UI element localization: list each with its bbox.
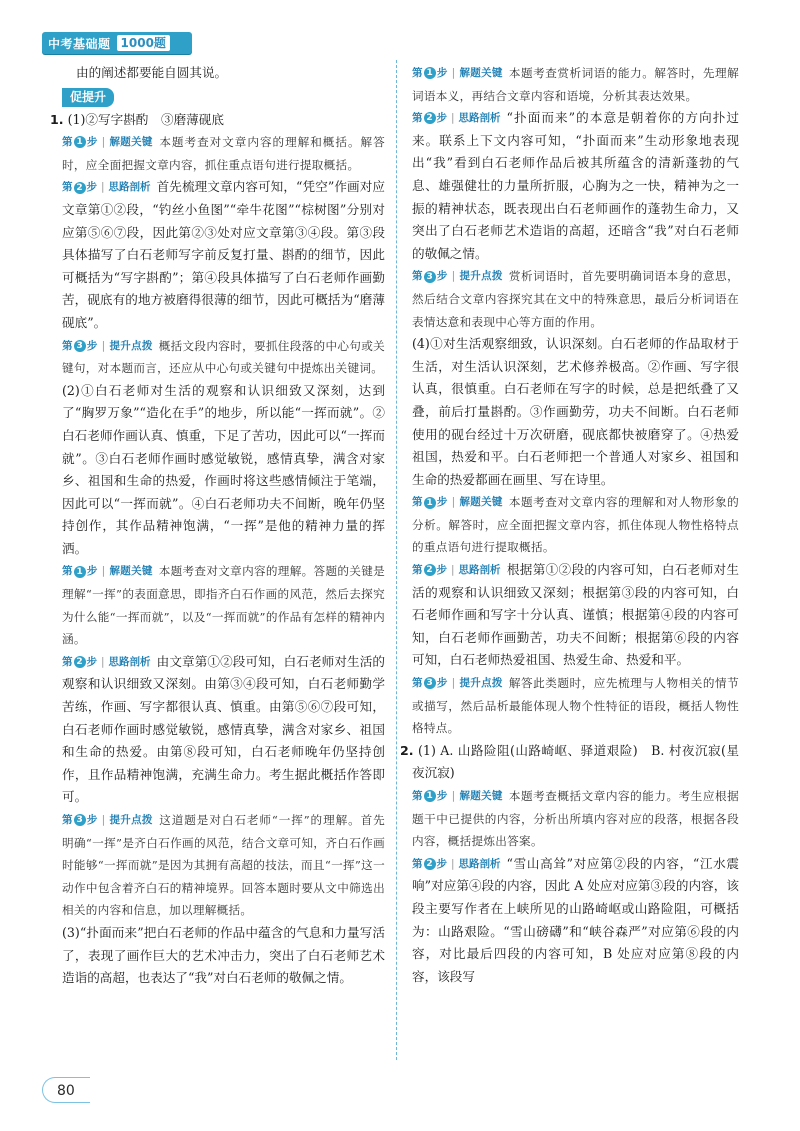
step-block [62,809,385,922]
step-label: 第 1 步 | 解题关键 [412,790,503,802]
step-label: 第 2 步 | 思路剖析 [412,112,501,125]
step-block [412,107,739,265]
step-text: “扑面而来”的本意是朝着你的方向扑过来。联系上下文内容可知，“扑面而来”生动形象地表现出“我”看到白石老师作品后被其所蕴含的清新蓬勃的气息、雄强健壮的力量所折服，心胸为之一快，精神为之一振的精神状态，既表现出白石老师画作的蓬勃生命力，又突出了白石老师艺术造诣的高超，还暗含“我”对白石老师的敬佩之情。 [412,110,739,261]
step-text: 由文章第①②段可知，白石老师对生活的观察和认识细致又深刻。由第③④段可知，白石老师勤学苦练，作画、写字都很认真、慎重。由第⑤⑥⑦段可知，白石老师作画时感觉敏锐，感情真挚，满含对家乡、祖国和生命的热爱。由第⑧段可知，白石老师晚年仍坚持创作，且作品精神饱满，充满生命力。考生据此概括作答即可。 [62,653,385,805]
step-label: 第 2 步 | 思路剖析 [62,181,151,194]
step-block [412,785,739,853]
step-label: 第 3 步 | 提升点拨 [412,270,503,283]
step-block [62,131,385,176]
step-label: 第 2 步 | 思路剖析 [62,655,151,668]
book-title: 中考基础题 [48,36,111,51]
step-text: 根据第①②段的内容可知，白石老师对生活的观察和认识细致又深刻；根据第③段的内容可知，白石老师作画和写字十分认真、谨慎；根据第④段的内容可知，白石老师作画勤苦，功夫不间断；根据第⑥段的内容可知，白石老师热爱祖国、热爱生命、热爱和平。 [412,562,739,668]
step-block [412,62,739,107]
step-label: 第 1 步 | 解题关键 [412,67,503,79]
column-divider [396,60,397,1060]
step-label: 第 3 步 | 提升点拨 [412,677,503,690]
step-text: 本题考查对文章内容的理解和对人物形象的分析。解答时，应全面把握文章内容，抓住体现人物性格特点的重点语句进行提取概括。 [412,495,739,555]
step-text: 本题考查对文章内容的理解和概括。解答时，应全面把握文章内容，抓住重点语句进行提取概括。 [62,135,385,172]
book-title-badge [42,32,192,54]
step-label: 第 3 步 | 提升点拨 [62,339,153,352]
step-text: “雪山高耸”对应第②段的内容，“江水震响”对应第④段的内容，因此 A 处应对应第③段的内容，该段主要写作者在上峡所见的山路崎岖或山路险阻，可概括为：山路艰险。“雪山磅礴”和“峡谷森严”对应第⑥段的内容，对比最后四段的内容可知，B 处应对应第⑧段的内容，该段写 [412,855,739,984]
step-text: 解答此类题时，应先梳理与人物相关的情节或描写，然后品析最能体现人物个性特征的语段，概括人物性格特点。 [412,676,739,736]
page-number: 80 [42,1077,90,1103]
step-label: 第 2 步 | 思路剖析 [412,857,501,870]
step-block [412,672,739,740]
section-heading: 促提升 [62,88,114,107]
step-label: 第 1 步 | 解题关键 [62,565,153,578]
intro-text: 由的阐述都要能自圆其说。 [76,65,228,80]
step-block [62,176,385,334]
step-text: 本题考查概括文章内容的能力。考生应根据题干中已提供的内容，分析出所填内容对应的段落，根据各段内容，概括提炼出答案。 [412,789,739,849]
right-column [400,62,739,988]
step-block [412,491,739,559]
answer-text: (1) A. 山路险阻(山路崎岖、驿道艰险) B. 村夜沉寂(星夜沉寂) [412,742,739,781]
step-block [62,560,385,650]
q1-part4: (4)①对生活观察细致，认识深刻。白石老师的作品取材于生活，对生活认识深刻，艺术修养极高。②作画、写字很认真，很慎重。白石老师在写字的时候，总是把纸叠了又叠，前后打量斟酌。③作画勤劳，功夫不间断。白石老师使用的砚台经过十万次研磨，砚底都快被磨穿了。④热爱祖国，热爱和平。白石老师把一个普通人对家乡、祖国和生命的热爱都画在画里、写在诗里。 [412,336,739,487]
step-text: 这道题是对白石老师“一挥”的理解。首先明确“一挥”是齐白石作画的风范，结合文章可知，齐白石作画时能够“一挥而就”是因为其拥有高超的技法，而且“一挥”这一动作中包含着齐白石的精神境界。回答本题时要从文中筛选出相关的内容和信息，加以理解概括。 [62,813,385,918]
step-block [412,853,739,989]
q2-part1 [400,740,739,785]
step-label: 第 3 步 | 提升点拨 [62,814,153,826]
step-block [62,651,385,809]
step-label: 第 1 步 | 解题关键 [412,496,503,509]
step-text: 赏析词语时，首先要明确词语本身的意思，然后结合文章内容探究其在文中的特殊意思，最后分析词语在表情达意和表现中心等方面的作用。 [412,269,739,329]
step-label: 第 1 步 | 解题关键 [62,136,153,149]
step-block [412,265,739,333]
step-block [62,335,385,380]
book-count: 1000题 [117,35,170,51]
step-text: 首先梳理文章内容可知，“凭空”作画对应文章第①②段，“钓丝小鱼图”“牵牛花图”“棕树图”分别对应第⑤⑥⑦段，因此第②③处对应文章第③④段。第③段具体描写了白石老师写字前反复打量、斟酌的细节，因此可概括为“写字斟酌”；第④段具体描写了白石老师作画勤苦，砚底有的地方被磨得很薄的细节，因此可概括为“磨薄砚底”。 [62,179,385,330]
q1-part3: (3)“扑面而来”把白石老师的作品中蕴含的气息和力量写活了，表现了画作巨大的艺术冲击力，突出了白石老师艺术造诣的高超，也表达了“我”对白石老师的敬佩之情。 [62,924,385,986]
question-number: 2. [400,742,414,758]
answer-text: (1)②写字斟酌 ③磨薄砚底 [67,111,224,127]
step-block [412,559,739,672]
step-text: 本题考查赏析词语的能力。解答时，先理解词语本义，再结合文章内容和语境，分析其表达效果。 [412,66,739,103]
left-column [50,62,385,990]
step-text: 本题考查对文章内容的理解。答题的关键是理解“一挥”的表面意思，即指齐白石作画的风范，然后去探究为什么能“一挥而就”，以及“一挥而就”的作品有怎样的精神内涵。 [62,564,385,647]
step-label: 第 2 步 | 思路剖析 [412,564,501,577]
question-number: 1. [50,111,64,127]
step-text: 概括文段内容时，要抓住段落的中心句或关键句，对本题而言，还应从中心句或关键句中提炼出关键词。 [62,338,385,376]
q1-part2: (2)①白石老师对生活的观察和认识细致又深刻，达到了“胸罗万象”“造化在手”的地步，所以能“一挥而就”。②白石老师作画认真、慎重，下足了苦功，因此可以“一挥而就”。③白石老师作画时感觉敏锐，感情真挚，满含对家乡、祖国和生命的热爱，作画时将这些感情倾注于笔端，因此可以“一挥而就”。④白石老师功夫不间断，晚年仍坚持创作，其作品精神饱满，“一挥”是他的精神力量的挥洒。 [62,382,385,556]
q1-part1 [50,109,385,132]
